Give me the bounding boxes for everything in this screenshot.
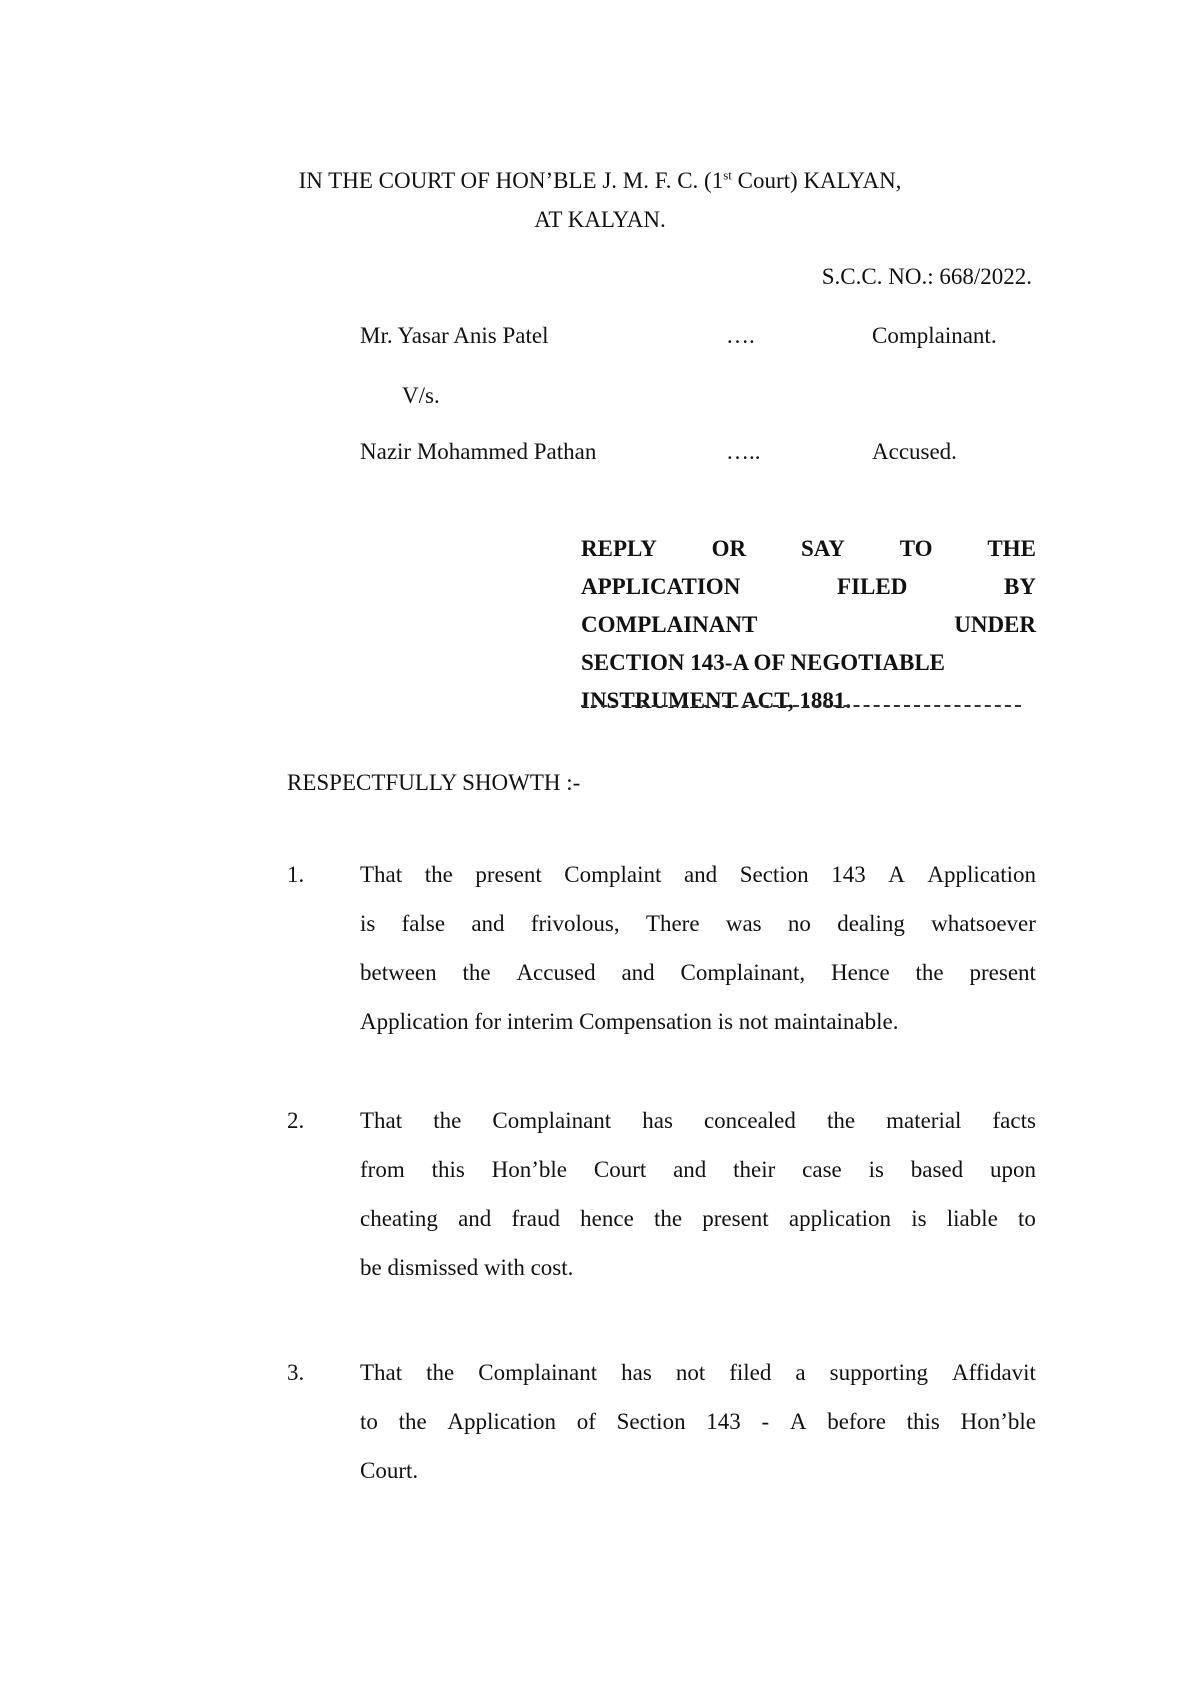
court-heading-superscript: st — [723, 167, 732, 183]
subject-heading — [581, 530, 1036, 720]
subject-word: UNDER — [954, 612, 1036, 637]
subject-line — [581, 530, 1036, 568]
accused-role: Accused. — [872, 439, 957, 464]
court-heading-line1 — [0, 168, 1200, 194]
salutation: RESPECTFULLY SHOWTH :- — [287, 770, 581, 795]
paragraph-line: is false and frivolous, There was no dealing whatsoever — [360, 911, 1036, 936]
paragraph-number: 1. — [287, 862, 305, 887]
paragraph-line: That the Complainant has concealed the material facts — [360, 1108, 1036, 1133]
case-number: S.C.C. NO.: 668/2022. — [821, 264, 1032, 289]
subject-underline-divider — [581, 705, 1021, 707]
paragraph-line: from this Hon’ble Court and their case is based upon — [360, 1157, 1036, 1182]
paragraph-line: That the Complainant has not filed a supporting Affidavit — [360, 1360, 1036, 1385]
court-heading-suffix: Court) KALYAN, — [731, 168, 902, 193]
subject-word: APPLICATION — [581, 574, 741, 599]
versus-label: V/s. — [402, 383, 440, 408]
subject-line — [581, 644, 1036, 682]
subject-word: REPLY — [581, 536, 657, 561]
subject-line — [581, 568, 1036, 606]
subject-word: FILED — [837, 574, 908, 599]
subject-word: OR — [711, 536, 747, 561]
paragraph-last-line: Court. — [360, 1458, 419, 1483]
subject-word: TO — [899, 536, 933, 561]
court-heading-prefix: IN THE COURT OF HON’BLE J. M. F. C. (1 — [298, 168, 724, 193]
paragraph-last-line: Application for interim Compensation is not maintainable. — [360, 1009, 899, 1034]
complainant-dots: …. — [726, 323, 755, 348]
paragraph-number: 3. — [287, 1360, 305, 1385]
court-heading-line2: AT KALYAN. — [534, 207, 666, 232]
paragraph-last-line: be dismissed with cost. — [360, 1255, 574, 1280]
paragraph-line: That the present Complaint and Section 143 A Application — [360, 862, 1036, 887]
subject-word: COMPLAINANT — [581, 612, 758, 637]
complainant-role: Complainant. — [872, 323, 997, 348]
paragraph-body — [360, 1096, 1036, 1292]
subject-word: SECTION 143-A OF NEGOTIABLE — [581, 650, 946, 675]
paragraph-line: cheating and fraud hence the present application is liable to — [360, 1206, 1036, 1231]
complainant-name: Mr. Yasar Anis Patel — [360, 323, 549, 348]
accused-dots: ….. — [726, 439, 761, 464]
subject-word: BY — [1004, 574, 1036, 599]
paragraph-body — [360, 850, 1036, 1046]
paragraph-line: to the Application of Section 143 - A before this Hon’ble — [360, 1409, 1036, 1434]
paragraph-body — [360, 1348, 1036, 1495]
subject-word: SAY — [801, 536, 845, 561]
paragraph-line: between the Accused and Complainant, Hence the present — [360, 960, 1036, 985]
paragraph-number: 2. — [287, 1108, 305, 1133]
subject-line — [581, 606, 1036, 644]
subject-word: THE — [987, 536, 1036, 561]
accused-name: Nazir Mohammed Pathan — [360, 439, 597, 464]
subject-last-line: INSTRUMENT ACT, 1881. — [581, 688, 852, 713]
